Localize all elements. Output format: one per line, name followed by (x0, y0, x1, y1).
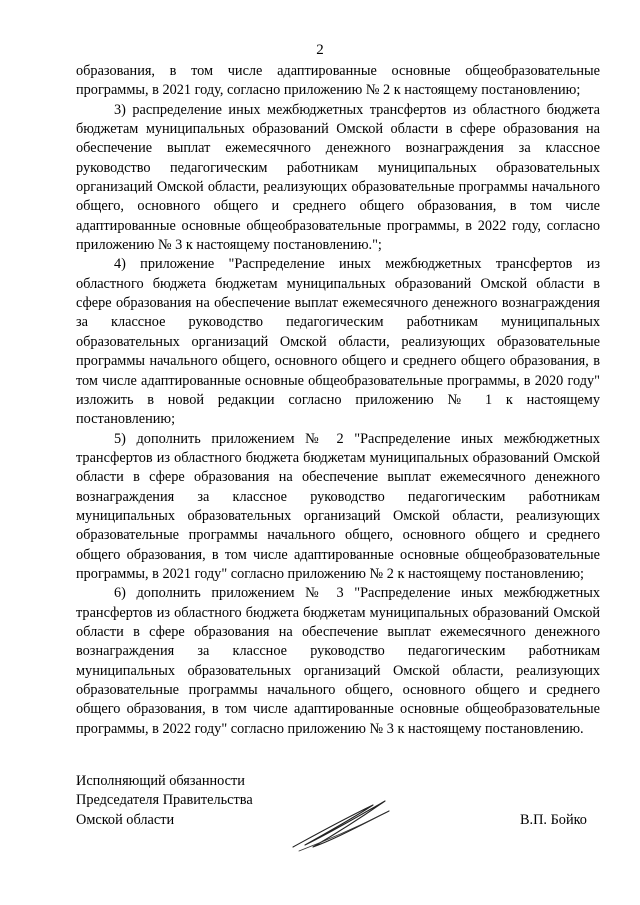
signatory-position-line: Председателя Правительства (76, 792, 253, 809)
signatory-position-line: Омской области (76, 811, 175, 828)
paragraph-item-4: 4) приложение "Распределение иных межбюджетных трансфертов из областного бюджета бюджетам муниципальных образований Омской области в сфере образования на обеспечение выплат ежемесячного денежного вознаграждения за классное руководство педагогическим работникам муниципальных образовательных организаций Омской области, реализующих образовательные программы начального общего, основного общего и среднего общего образования, в том числе адаптированные основные общеобразовательные программы, в 2020 году" изложить в новой редакции согласно приложению № 1 к настоящему постановлению; (76, 256, 600, 428)
signatory-position-line: Исполняющий обязанности (76, 773, 245, 789)
page-number: 2 (316, 42, 324, 58)
paragraph-item-5: 5) дополнить приложением № 2 "Распределение иных межбюджетных трансфертов из областного бюджета бюджетам муниципальных образований Омской области в сфере образования на обеспечение выплат ежемесячного денежного вознаграждения за классное руководство педагогическим работникам муниципальных образовательных организаций Омской области, реализующих образовательные программы начального общего, основного общего и среднего общего образования, в том числе адаптированные основные общеобразовательные программы, в 2021 году" согласно приложению № 2 к настоящему постановлению; (76, 430, 600, 582)
handwritten-signature (285, 795, 395, 857)
paragraph-continuation: образования, в том числе адаптированные основные общеобразовательные программы, в 2021 году, согласно приложению № 2 к настоящему постановлению; (76, 63, 600, 99)
signatory-position (76, 772, 253, 830)
paragraph-item-3: 3) распределение иных межбюджетных трансфертов из областного бюджета бюджетам муниципальных образований Омской области в сфере образования на обеспечение выплат ежемесячного денежного вознаграждения за классное руководство педагогическим работникам муниципальных образовательных организаций Омской области, реализующих образовательные программы начального общего, основного общего и среднего общего образования, в том числе адаптированные основные общеобразовательные программы, в 2022 году, согласно приложению № 3 к настоящему постановлению."; (76, 101, 600, 254)
paragraph-item-6: 6) дополнить приложением № 3 "Распределение иных межбюджетных трансфертов из областного бюджета бюджетам муниципальных образований Омской области в сфере образования на обеспечение выплат ежемесячного денежного вознаграждения за классное руководство педагогическим работникам муниципальных образовательных организаций Омской области, реализующих образовательные программы начального общего, основного общего и среднего общего образования, в том числе адаптированные основные общеобразовательные программы, в 2022 году" согласно приложению № 3 к настоящему постановлению. (76, 585, 600, 737)
document-body (76, 62, 600, 739)
signatory-name: В.П. Бойко (520, 812, 587, 828)
